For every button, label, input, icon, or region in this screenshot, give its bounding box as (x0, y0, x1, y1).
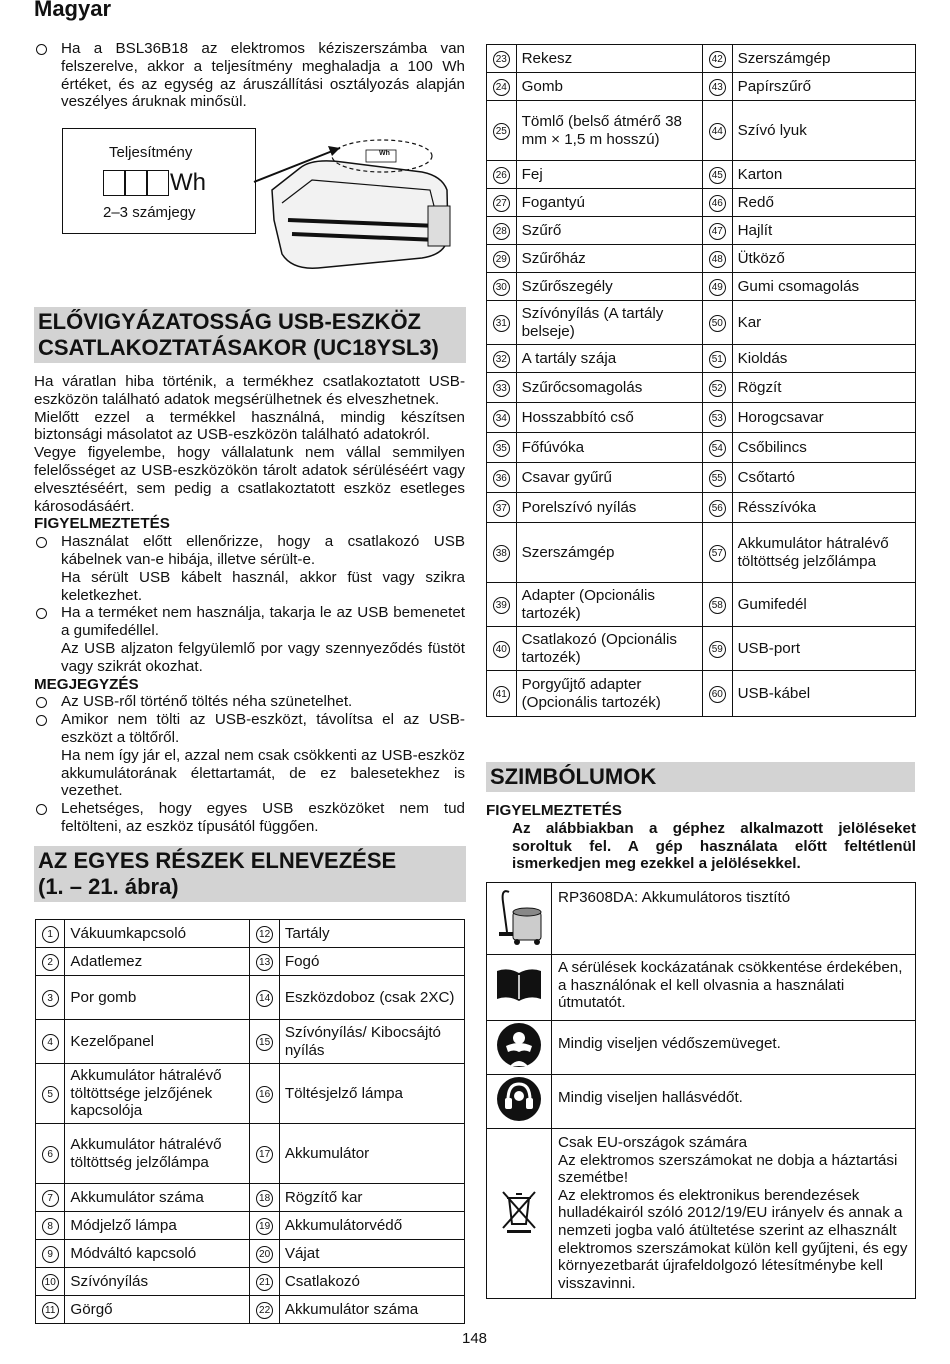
part-number: 52 (709, 380, 726, 397)
symbol-text: RP3608DA: Akkumulátoros tisztító (558, 889, 791, 906)
part-number: 6 (42, 1146, 59, 1163)
part-name: Szűrőszegély (516, 273, 702, 301)
part-name: Ütköző (732, 245, 915, 273)
part-number: 20 (256, 1246, 273, 1263)
figure-label-bottom: 2–3 számjegy (103, 204, 196, 221)
part-name: Kar (732, 301, 915, 345)
usb-note-3: Lehetséges, hogy egyes USB eszközöket nem tud feltölteni, az eszköz típusától függően. (34, 800, 465, 836)
parts-row (487, 217, 916, 245)
usb-note-2: Amikor nem tölti az USB-eszközt, távolítsa el az USB-eszközt a töltőről. (34, 711, 465, 747)
part-name: Rekesz (516, 45, 702, 73)
part-number: 50 (709, 315, 726, 332)
part-name: Akkumulátor hátralévő töltöttség jelzőlámpa (65, 1124, 250, 1184)
part-name: Rögzít (732, 373, 915, 403)
parts-row (487, 627, 916, 671)
symbols-table (486, 882, 916, 1299)
parts-row (36, 976, 465, 1020)
symbol-text: Csak EU-országok számára (558, 1134, 748, 1151)
page-number: 148 (462, 1330, 488, 1347)
part-number: 28 (493, 223, 510, 240)
intro-block (34, 40, 465, 111)
part-name: Csőtartó (732, 463, 915, 493)
part-name: Töltésjelző lámpa (279, 1064, 464, 1124)
parts-table-right (486, 44, 916, 717)
parts-row (487, 101, 916, 161)
parts-row (487, 433, 916, 463)
part-number: 19 (256, 1218, 273, 1235)
usb-para-3: Vegye figyelembe, hogy vállalatunk nem vállal semmilyen felelősséget az USB-eszközökön tárolt adatok sérüléséért vagy elvesztéséért, sem pedig a csatlakoztatott eszköz esetleges károsodásáért. (34, 444, 465, 515)
part-number: 33 (493, 380, 510, 397)
part-number: 9 (42, 1246, 59, 1263)
part-number: 36 (493, 470, 510, 487)
part-name: A tartály szája (516, 345, 702, 373)
part-name: Szívónyílás (65, 1268, 250, 1296)
battery-figure (62, 128, 467, 273)
parts-row (36, 948, 465, 976)
usb-note-label: MEGJEGYZÉS (34, 675, 139, 693)
part-number: 60 (709, 686, 726, 703)
part-name: Csőbilincs (732, 433, 915, 463)
parts-row (487, 301, 916, 345)
part-number: 42 (709, 51, 726, 68)
usb-para-1: Ha váratlan hiba történik, a termékhez csatlakoztatott USB-eszközön található adatok megsérülhetnek és elveszhetnek. (34, 373, 465, 408)
part-name: Kioldás (732, 345, 915, 373)
part-number: 11 (42, 1302, 59, 1319)
usb-note-1: Az USB-ről történő töltés néha szünetelhet. (34, 693, 465, 711)
parts-row (487, 45, 916, 73)
part-name: Akkumulátorvédő (279, 1212, 464, 1240)
part-number: 16 (256, 1086, 273, 1103)
usb-para-2: Mielőtt ezzel a termékkel használná, mindig készítsen biztonsági másolatot az USB-eszközön található adatokról. (34, 408, 465, 444)
part-number: 32 (493, 351, 510, 368)
part-name: USB-kábel (732, 671, 915, 717)
part-number: 49 (709, 279, 726, 296)
usb-warning-1-sub: Ha sérült USB kábelt használ, akkor füst vagy szikra keletkezhet. (61, 568, 465, 604)
battery-wh-mark: Wh (379, 150, 390, 157)
part-number: 55 (709, 470, 726, 487)
part-name: Gumifedél (732, 583, 915, 627)
parts-table-left (35, 919, 465, 1324)
language-header: Magyar (34, 0, 112, 21)
part-number: 26 (493, 167, 510, 184)
ear-protection-icon (487, 1075, 552, 1129)
parts-row (487, 73, 916, 101)
part-name: Tartály (279, 920, 464, 948)
part-name: Szűrőcsomagolás (516, 373, 702, 403)
symbol-row (487, 883, 916, 955)
part-number: 59 (709, 641, 726, 658)
symbol-row (487, 1129, 916, 1299)
part-number: 38 (493, 545, 510, 562)
part-name: Rögzítő kar (279, 1184, 464, 1212)
part-number: 56 (709, 500, 726, 517)
part-number: 25 (493, 123, 510, 140)
parts-row (487, 373, 916, 403)
part-name: Módváltó kapcsoló (65, 1240, 250, 1268)
part-number: 57 (709, 545, 726, 562)
parts-row (487, 273, 916, 301)
part-number: 23 (493, 51, 510, 68)
part-number: 12 (256, 926, 273, 943)
part-name: Akkumulátor (279, 1124, 464, 1184)
part-name: Csatlakozó (279, 1268, 464, 1296)
part-number: 2 (42, 954, 59, 971)
symbol-row (487, 955, 916, 1021)
part-number: 47 (709, 223, 726, 240)
capacity-label-box (62, 128, 256, 234)
parts-row (487, 345, 916, 373)
part-number: 40 (493, 641, 510, 658)
parts-row (36, 1240, 465, 1268)
parts-row (487, 161, 916, 189)
part-number: 7 (42, 1190, 59, 1207)
part-number: 22 (256, 1302, 273, 1319)
symbol-text: Az elektromos és elektronikus berendezések hulladékairól szóló 2012/19/EU irányelv és annak a nemzeti jogba való átültetése szerint az elhasznált elektromos szerszámokat külön kell gyűjteni, és egy környezetbarát újrafeldolgozó létesítménybe kell visszavinni. (558, 1186, 908, 1292)
part-number: 10 (42, 1274, 59, 1291)
part-name: Szerszámgép (732, 45, 915, 73)
usb-section-body (34, 373, 465, 836)
part-name: Módjelző lámpa (65, 1212, 250, 1240)
eye-protection-icon (487, 1021, 552, 1075)
part-name: Porelszívó nyílás (516, 493, 702, 523)
part-name: Hajlít (732, 217, 915, 245)
part-number: 31 (493, 315, 510, 332)
parts-row (36, 1124, 465, 1184)
part-name: Görgő (65, 1296, 250, 1324)
usb-warning-1: Használat előtt ellenőrizze, hogy a csatlakozó USB kábelnek van-e hibája, illetve sérült-e. (34, 533, 465, 569)
symbol-row (487, 1021, 916, 1075)
part-name: Vájat (279, 1240, 464, 1268)
parts-row (487, 523, 916, 583)
part-name: Kezelőpanel (65, 1020, 250, 1064)
part-number: 5 (42, 1086, 59, 1103)
vacuum-cleaner-icon (487, 883, 552, 955)
parts-row (36, 1064, 465, 1124)
part-name: Vákuumkapcsoló (65, 920, 250, 948)
figure-label-top: Teljesítmény (109, 144, 193, 161)
part-name: Gumi csomagolás (732, 273, 915, 301)
part-name: Akkumulátor száma (65, 1184, 250, 1212)
part-name: Csavar gyűrű (516, 463, 702, 493)
part-name: Akkumulátor hátralévő töltöttség jelzőlámpa (732, 523, 915, 583)
part-number: 43 (709, 79, 726, 96)
parts-row (487, 403, 916, 433)
part-number: 54 (709, 440, 726, 457)
part-name: Szívónyílás (A tartály belseje) (516, 301, 702, 345)
parts-row (487, 493, 916, 523)
part-name: Eszközdoboz (csak 2XC) (279, 976, 464, 1020)
part-number: 24 (493, 79, 510, 96)
part-number: 14 (256, 990, 273, 1007)
usb-warning-label: FIGYELMEZTETÉS (34, 515, 170, 533)
parts-row (36, 1184, 465, 1212)
part-name: Fogantyú (516, 189, 702, 217)
part-name: Adatlemez (65, 948, 250, 976)
parts-row (487, 583, 916, 627)
symbols-section-title: SZIMBÓLUMOK (486, 762, 915, 792)
part-number: 29 (493, 251, 510, 268)
part-name: Fej (516, 161, 702, 189)
part-name: Adapter (Opcionális tartozék) (516, 583, 702, 627)
part-name: Csatlakozó (Opcionális tartozék) (516, 627, 702, 671)
weee-bin-icon (487, 1129, 552, 1299)
parts-row (36, 920, 465, 948)
part-name: Por gomb (65, 976, 250, 1020)
part-number: 27 (493, 195, 510, 212)
part-number: 3 (42, 990, 59, 1007)
part-number: 45 (709, 167, 726, 184)
part-name: Gomb (516, 73, 702, 101)
part-number: 1 (42, 926, 59, 943)
part-number: 48 (709, 251, 726, 268)
figure-unit: Wh (170, 169, 206, 196)
parts-row (487, 189, 916, 217)
usb-note-2-sub: Ha nem így jár el, azzal nem csak csökkenti az USB-eszköz akkumulátorának élettartamát, de ez balesetekhez is vezethet. (61, 746, 465, 800)
part-name: Szerszámgép (516, 523, 702, 583)
parts-row (36, 1296, 465, 1324)
part-name: Résszívóka (732, 493, 915, 523)
battery-illustration (252, 128, 467, 273)
part-name: Hosszabbító cső (516, 403, 702, 433)
symbol-row (487, 1075, 916, 1129)
symbols-intro-text: Az alábbiakban a géphez alkalmazott jelöléseket soroltuk fel. A gép használata előtt feltétlenül ismerkedjen meg ezekkel a jelölésekkel. (512, 819, 916, 873)
part-name: Horogcsavar (732, 403, 915, 433)
part-number: 13 (256, 954, 273, 971)
part-name: Tömlő (belső átmérő 38 mm × 1,5 m hosszú) (516, 101, 702, 161)
part-number: 15 (256, 1034, 273, 1051)
part-name: Fogó (279, 948, 464, 976)
symbol-text: A sérülések kockázatának csökkentése érdekében, a használónak el kell olvasnia a használati útmutatót. (558, 959, 903, 1012)
part-number: 30 (493, 279, 510, 296)
usb-warning-2-sub: Az USB aljzaton felgyülemlő por vagy szennyeződés füstöt vagy szikrát okozhat. (61, 639, 465, 675)
part-name: Szűrőház (516, 245, 702, 273)
parts-row (36, 1212, 465, 1240)
usb-section-title: ELŐVIGYÁZATOSSÁG USB-ESZKÖZ CSATLAKOZTATÁSAKOR (UC18YSL3) (34, 307, 466, 363)
part-number: 51 (709, 351, 726, 368)
part-name: Karton (732, 161, 915, 189)
part-name: Akkumulátor száma (279, 1296, 464, 1324)
part-number: 34 (493, 410, 510, 427)
parts-row (487, 245, 916, 273)
part-number: 41 (493, 686, 510, 703)
symbol-text: Az elektromos szerszámokat ne dobja a háztartási szemétbe! (558, 1151, 898, 1187)
part-number: 8 (42, 1218, 59, 1235)
read-manual-icon (487, 955, 552, 1021)
part-name: Szűrő (516, 217, 702, 245)
part-number: 37 (493, 500, 510, 517)
part-number: 46 (709, 195, 726, 212)
part-number: 4 (42, 1034, 59, 1051)
parts-section-title: AZ EGYES RÉSZEK ELNEVEZÉSE (1. – 21. ábra) (34, 846, 466, 902)
symbols-intro-block (486, 802, 916, 873)
part-number: 18 (256, 1190, 273, 1207)
parts-row (36, 1268, 465, 1296)
symbols-warning-label: FIGYELMEZTETÉS (486, 802, 622, 819)
part-name: Szívó lyuk (732, 101, 915, 161)
part-number: 17 (256, 1146, 273, 1163)
part-number: 58 (709, 597, 726, 614)
part-number: 39 (493, 597, 510, 614)
parts-row (487, 671, 916, 717)
part-name: USB-port (732, 627, 915, 671)
part-name: Főfúvóka (516, 433, 702, 463)
part-name: Redő (732, 189, 915, 217)
usb-warning-2: Ha a terméket nem használja, takarja le az USB bemenetet a gumifedéllel. (34, 604, 465, 640)
part-number: 53 (709, 410, 726, 427)
symbol-text: Mindig viseljen hallásvédőt. (558, 1089, 743, 1106)
part-name: Papírszűrő (732, 73, 915, 101)
part-name: Akkumulátor hátralévő töltöttsége jelzőjének kapcsolója (65, 1064, 250, 1124)
part-number: 35 (493, 440, 510, 457)
part-name: Szívónyílás/ Kibocsájtó nyílás (279, 1020, 464, 1064)
parts-row (36, 1020, 465, 1064)
intro-bullet: Ha a BSL36B18 az elektromos kéziszerszámba van felszerelve, akkor a teljesítmény meghaladja a 100 Wh értéket, és az egység az áruszállítási osztályozás alapján veszélyes áruknak minősül. (34, 40, 465, 111)
part-name: Porgyűjtő adapter (Opcionális tartozék) (516, 671, 702, 717)
part-number: 21 (256, 1274, 273, 1291)
part-number: 44 (709, 123, 726, 140)
parts-row (487, 463, 916, 493)
symbol-text: Mindig viseljen védőszemüveget. (558, 1035, 781, 1052)
